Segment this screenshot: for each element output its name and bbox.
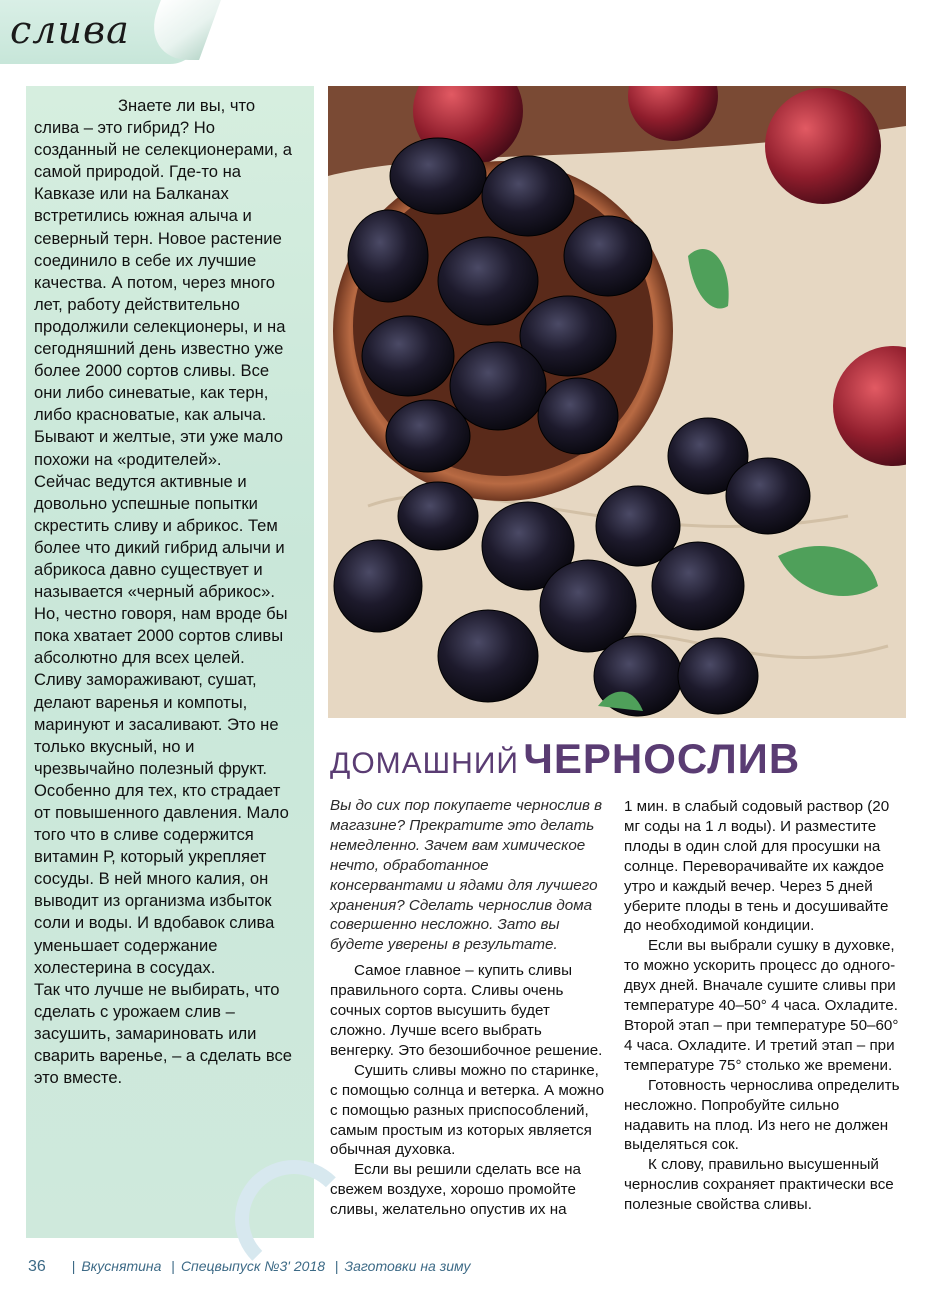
article-paragraph: Сушить сливы можно по старинке, с помощью солнца и ветерка. А можно с помощью разных приспособлений, самым простым из которых является обычная духовка.: [330, 1061, 605, 1159]
footer-issue: Спецвыпуск №3' 2018: [180, 1258, 326, 1274]
article-intro: Вы до сих пор покупаете чернослив в магазине? Прекратите это делать немедленно. Зачем вам химическое нечто, обработанное консервантами и ядами для лучшего хранения? Сделать чернослив дома совершенно несложно. Зато вы будете уверены в результате.: [330, 797, 603, 954]
article-paragraph: 1 мин. в слабый содовый раствор (20 мг соды на 1 л воды). И разместите плоды в один слой для просушки на солнце. Переворачивайте их каждое утро и каждый вечер. Через 5 дней уберите плоды в тень и досушивайте до необходимой кондиции.: [624, 798, 890, 935]
article-paragraph: Если вы решили сделать все на свежем воздухе, хорошо промойте сливы, желательно опустив их на: [330, 1161, 581, 1219]
sidebar-paragraph: Сейчас ведутся активные и довольно успешные попытки скрестить сливу и абрикос. Тем более что дикий гибрид алычи и абрикоса давно существует и называется «черный абрикос».: [34, 471, 285, 602]
sidebar-paragraph: Так что лучше не выбирать, что сделать с урожаем слив – засушить, замариновать или сварить варенье, – а сделать все это вместе.: [34, 979, 292, 1088]
page-number: 36: [28, 1258, 46, 1275]
prunes-photo: [328, 86, 906, 718]
footer-section: Заготовки на зиму: [344, 1258, 471, 1274]
article-column-1: [330, 796, 605, 1220]
sidebar-text: [34, 95, 296, 1089]
article-title: [330, 735, 906, 793]
footer-divider: |: [171, 1258, 175, 1274]
footer-magazine: Вкуснятина: [81, 1258, 162, 1274]
article-paragraph: К слову, правильно высушенный чернослив сохраняет практически все полезные свойства сливы.: [624, 1156, 894, 1214]
title-small: ДОМАШНИЙ: [330, 747, 519, 780]
footer-divider: |: [334, 1258, 339, 1274]
article-paragraph: Самое главное – купить сливы правильного сорта. Сливы очень сочных сортов высушить будет сложно. Лучше всего выбрать венгерку. Это безошибочное решение.: [330, 962, 603, 1059]
section-tab-label: слива: [10, 8, 130, 52]
sidebar-paragraph: Знаете ли вы, что слива – это гибрид? Но созданный не селекционерами, а самой природой. Где-то на Кавказе или на Балканах встретились южная алыча и северный терн. Новое растение соединило в себе их лучшие качества. А потом, через много лет, работу действительно продолжили селекционеры, и на сегодняшний день известно уже более 2000 сортов сливы. Все они либо синеватые, как терн, либо красноватые, как алыча. Бывают и желтые, эти уже мало похожи на «родителей».: [34, 96, 292, 469]
title-big: ЧЕРНОСЛИВ: [523, 735, 801, 782]
article-paragraph: Если вы выбрали сушку в духовке, то можно ускорить процесс до одного-двух дней. Вначале сушите сливы при температуре 40–50° 4 часа. Охладите. Второй этап – при температуре 50–60° 4 часа. Охладите. И третий этап – при температуре 75° столько же времени.: [624, 937, 899, 1074]
footer-divider: |: [71, 1258, 76, 1274]
page-footer: [28, 1258, 908, 1278]
article-paragraph: Готовность чернослива определить несложно. Попробуйте сильно надавить на плод. Из него не должен выделяться сок.: [624, 1076, 900, 1154]
sidebar-paragraph: Но, честно говоря, нам вроде бы пока хватает 2000 сортов сливы абсолютно для всех целей. Сливу замораживают, сушат, делают варенья и компоты, маринуют и засаливают. Это не только вкусный, но и чрезвычайно полезный фрукт.: [34, 604, 288, 778]
article-column-2: [624, 797, 908, 1215]
sidebar-paragraph: Особенно для тех, кто страдает от повышенного давления. Мало того что в сливе содержится витамин Р, который укрепляет сосуды. В ней много калия, он выводит из организма избыток соли и воды. И вдобавок слива уменьшает содержание холестерина в сосудах.: [34, 780, 289, 977]
